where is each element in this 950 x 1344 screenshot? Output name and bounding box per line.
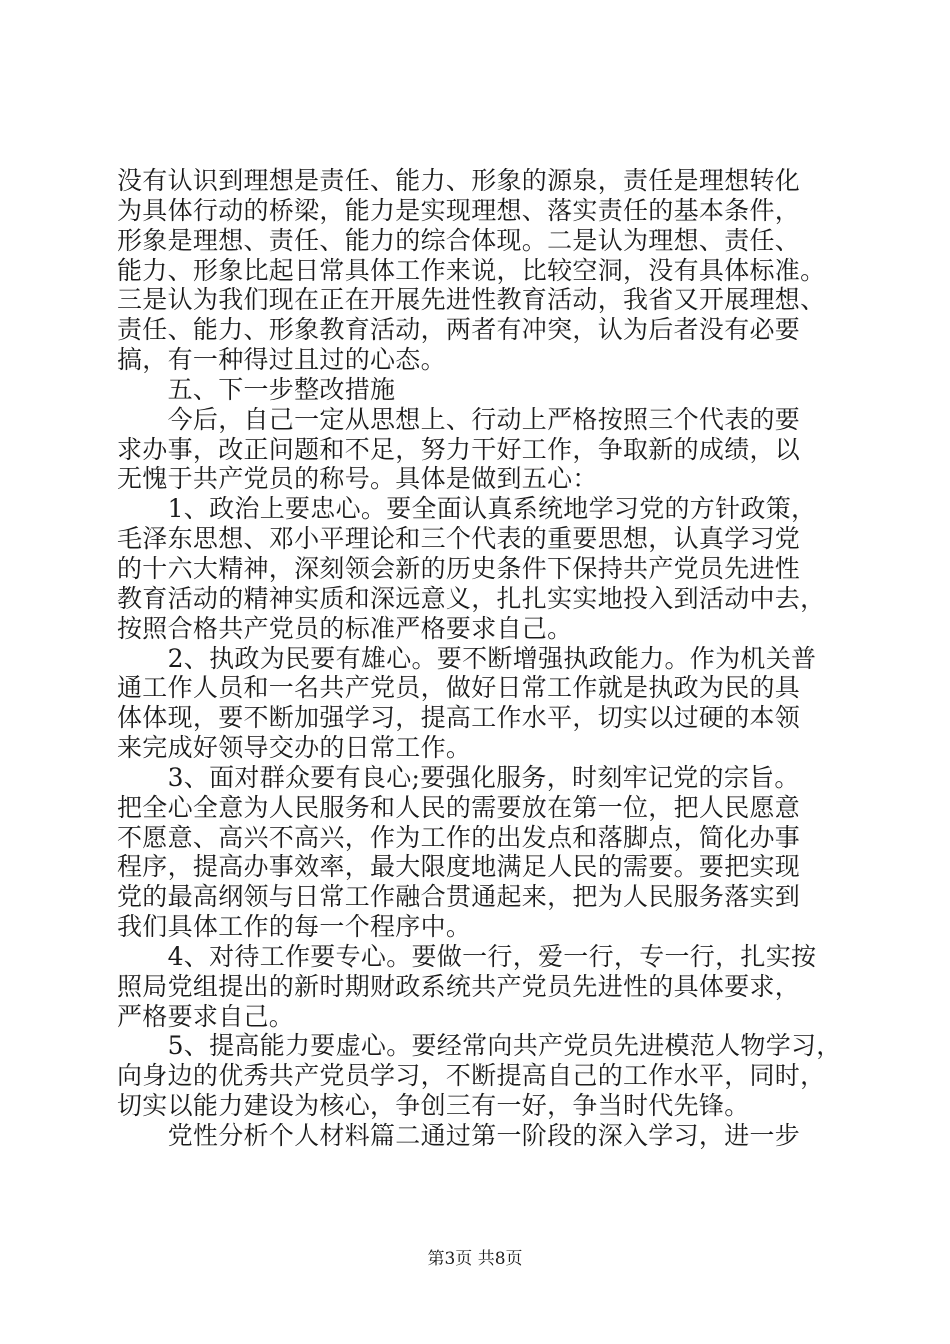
text-line: 体体现，要不断加强学习，提高工作水平，切实以过硬的本领: [117, 703, 801, 733]
text-line: 求办事，改正问题和不足，努力干好工作，争取新的成绩，以: [117, 434, 801, 464]
text-line: 向身边的优秀共产党员学习，不断提高自己的工作水平，同时，: [117, 1061, 826, 1091]
text-line: 把全心全意为人民服务和人民的需要放在第一位，把人民愿意: [117, 792, 801, 822]
text-line: 我们具体工作的每一个程序中。: [117, 912, 472, 942]
text-line: 形象是理想、责任、能力的综合体现。二是认为理想、责任、: [117, 225, 801, 255]
text-line: 没有认识到理想是责任、能力、形象的源泉，责任是理想转化: [117, 166, 801, 195]
text-line: 2、执政为民要有雄心。要不断增强执政能力。作为机关普: [117, 643, 817, 673]
text-line: 1、政治上要忠心。要全面认真系统地学习党的方针政策，: [117, 494, 817, 524]
text-line: 无愧于共产党员的称号。具体是做到五心：: [117, 464, 598, 494]
page-footer: [0, 1244, 950, 1269]
text-line: 3、面对群众要有良心;要强化服务，时刻牢记党的宗旨。: [117, 762, 800, 792]
text-line: 通工作人员和一名共产党员，做好日常工作就是执政为民的具: [117, 673, 801, 703]
text-line: 责任、能力、形象教育活动，两者有冲突，认为后者没有必要: [117, 315, 801, 345]
text-line: 4、对待工作要专心。要做一行，爱一行，专一行，扎实按: [117, 941, 817, 971]
text-line: 照局党组提出的新时期财政系统共产党员先进性的具体要求，: [117, 971, 801, 1001]
text-line: 不愿意、高兴不高兴，作为工作的出发点和落脚点，简化办事: [117, 822, 801, 852]
section-heading: 五、下一步整改措施: [117, 374, 396, 404]
text-line: 切实以能力建设为核心，争创三有一好，争当时代先锋。: [117, 1091, 750, 1121]
text-line: 的十六大精神，深刻领会新的历史条件下保持共产党员先进性: [117, 553, 801, 583]
document-body: [117, 166, 852, 1151]
page-number-label: 第3页 共8页: [427, 1249, 523, 1269]
text-line: 5、提高能力要虚心。要经常向共产党员先进模范人物学习，: [117, 1031, 842, 1061]
text-line: 按照合格共产党员的标准严格要求自己。: [117, 613, 573, 643]
text-line: 程序，提高办事效率，最大限度地满足人民的需要。要把实现: [117, 852, 801, 882]
text-line: 三是认为我们现在正在开展先进性教育活动，我省又开展理想、: [117, 285, 826, 315]
text-line: 毛泽东思想、邓小平理论和三个代表的重要思想，认真学习党: [117, 524, 801, 554]
text-line: 教育活动的精神实质和深远意义，扎扎实实地投入到活动中去，: [117, 583, 826, 613]
text-line: 来完成好领导交办的日常工作。: [117, 733, 472, 763]
text-line: 今后，自己一定从思想上、行动上严格按照三个代表的要: [117, 404, 801, 434]
text-line: 党性分析个人材料篇二通过第一阶段的深入学习，进一步: [117, 1121, 801, 1150]
text-line: 严格要求自己。: [117, 1001, 295, 1031]
text-line: 为具体行动的桥梁，能力是实现理想、落实责任的基本条件，: [117, 195, 801, 225]
text-line: 能力、形象比起日常具体工作来说，比较空洞，没有具体标准。: [117, 255, 826, 285]
text-line: 搞，有一种得过且过的心态。: [117, 345, 446, 375]
text-line: 党的最高纲领与日常工作融合贯通起来，把为人民服务落实到: [117, 882, 801, 912]
